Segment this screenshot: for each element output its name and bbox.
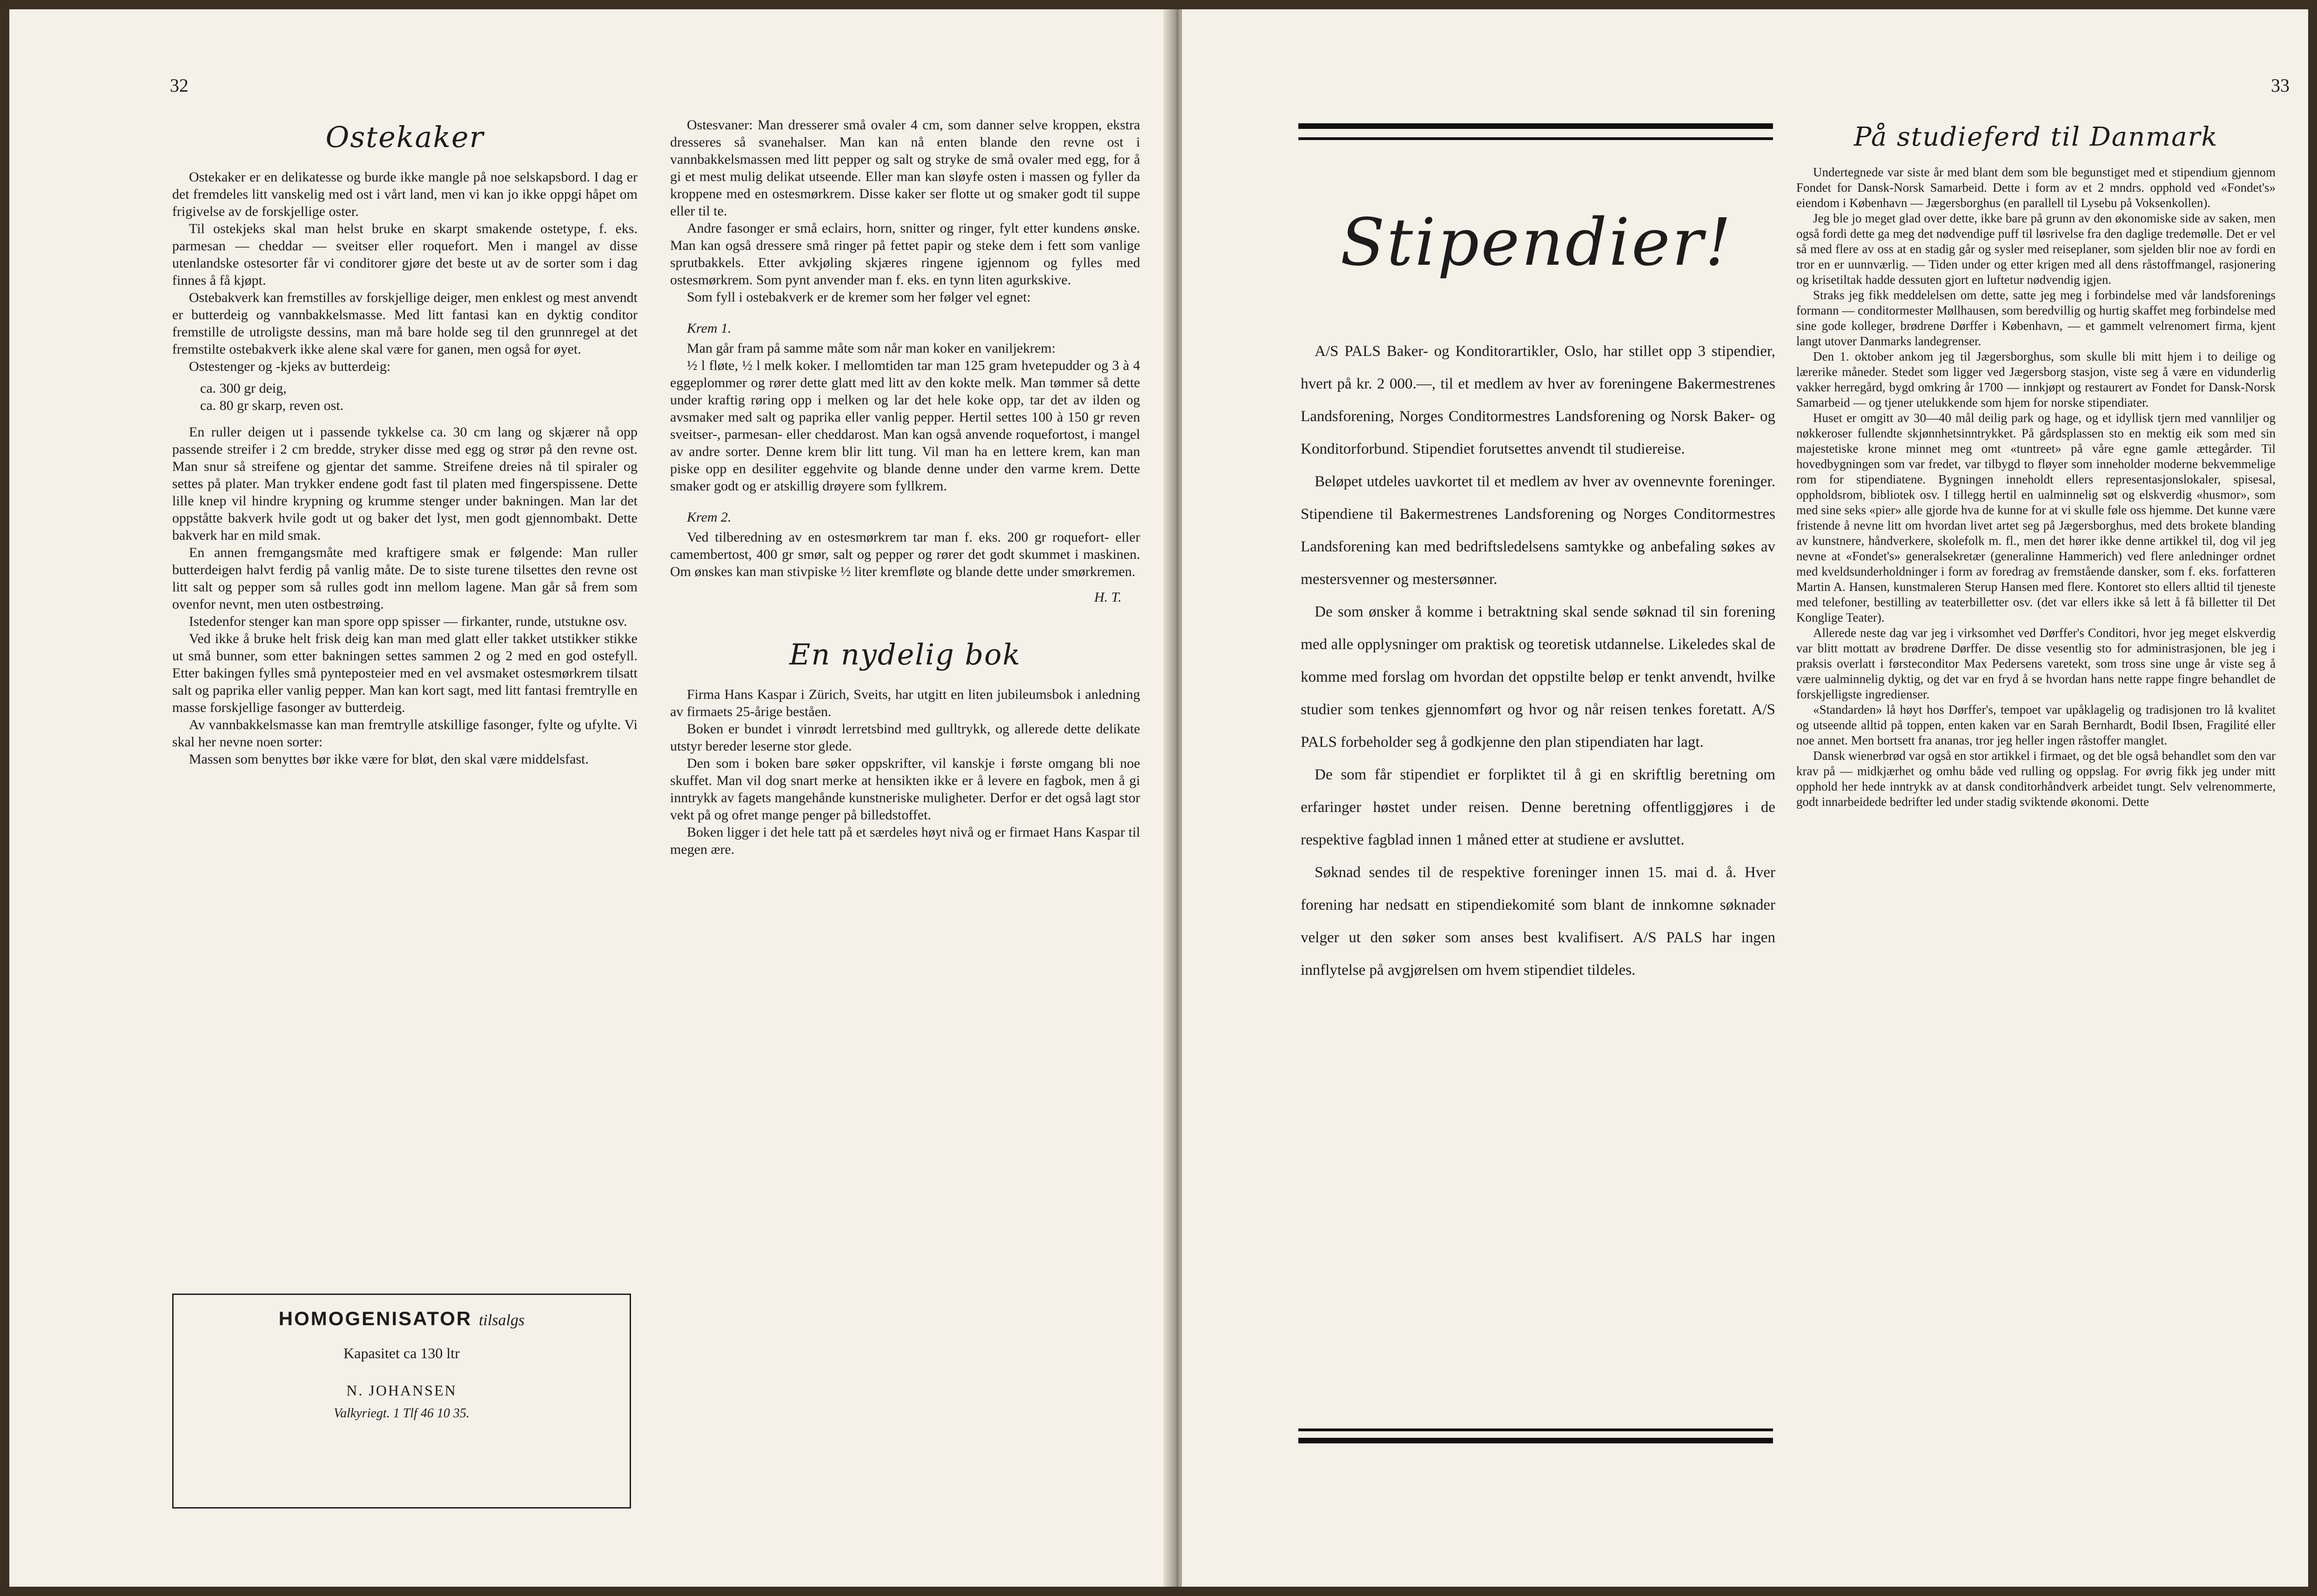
top-rule-thin xyxy=(1298,137,1773,140)
homogenisator-ad xyxy=(172,1294,631,1509)
signature: H. T. xyxy=(1094,590,1122,605)
paragraph: Massen som benyttes bør ikke være for bløt, den skal være middelsfast. xyxy=(189,751,589,767)
ostekaker-continued xyxy=(670,116,1140,858)
krem-2-title: Krem 2. xyxy=(687,510,732,525)
paragraph: Til ostekjeks skal man helst bruke en skarpt smakende ostetype, f. eks. parmesan — cheddar — sveitser eller roquefort. Men i mangel av disse utenlandske ostesorter får vi conditorer gjøre det beste ut av de sorter som i dag finnes å få kjøpt. xyxy=(172,221,638,288)
paragraph: «Standarden» lå høyt hos Dørffer's, tempoet var upåklagelig og tradisjonen tro lå kvalitet og utseende alltid på toppen, enten kaken var en Sarah Bernhardt, Bodil Ibsen, Fragilité eller noe annet. Men bortsett fra ananas, tror jeg heller ingen råstoffer manglet. xyxy=(1796,703,2276,747)
paragraph: Man går fram på samme måte som når man koker en vaniljekrem: xyxy=(687,341,1056,356)
paragraph: Istedenfor stenger kan man spore opp spisser — firkanter, runde, utstukne osv. xyxy=(189,614,627,629)
paragraph: Ostekaker er en delikatesse og burde ikke mangle på noe selskapsbord. I dag er det fremdeles litt vanskelig med ost i vårt land, men vi kan jo ikke oppgi håpet om frigivelse av de forskjellige oster. xyxy=(172,169,638,219)
ad-capacity: Kapasitet ca 130 ltr xyxy=(343,1345,460,1361)
paragraph: Ved tilberedning av en ostesmørkrem tar man f. eks. 200 gr roquefort- eller camembertost, 400 gr smør, salt og pepper og rører det godt skummet i maskinen. Om ønskes kan man stivpiske ½ liter kremfløte og blande dette under smørkremen. xyxy=(670,530,1140,579)
paragraph: Ostestenger og -kjeks av butterdeig: xyxy=(189,359,391,374)
left-page xyxy=(9,9,1173,1587)
stipendier-heading: Stipendier! xyxy=(1340,205,1733,281)
paragraph: Av vannbakkelsmasse kan man fremtrylle atskillige fasonger, fylte og ufylte. Vi skal her nevne noen sorter: xyxy=(172,717,638,750)
ad-title: HOMOGENISATOR tilsalgs xyxy=(278,1308,525,1329)
paragraph: Undertegnede var siste år med blant dem som ble begunstiget med et stipendium gjennom Fondet for Dansk-Norsk Samarbeid. Dette i form av et 2 mndrs. opphold ved «Fondet's» eiendom i København — Jægersborghus (en parallell til Lysebu på Voksenkollen). xyxy=(1796,165,2276,210)
stipendier-article xyxy=(1301,335,1775,986)
paragraph: Beløpet utdeles uavkortet til et medlem av hver av ovennevnte foreninger. Stipendiene til Bakermestrenes Landsforening og Norges Conditormestres Landsforening kan med bedriftsledelsens samtykke og anbefaling søkes av mestersvenner og mestersønner. xyxy=(1301,473,1775,588)
paragraph: Huset er omgitt av 30—40 mål deilig park og hage, og et idyllisk tjern med vannliljer og nøkkeroser fullendte skjønnhetsinntrykket. På gårdsplassen sto en mektig eik som med sin majestetiske krone minnet meg omt «tuntreet» på våre egne gamle ættegårder. Til hovedbygningen som var fredet, var tilbygd to fløyer som inneholder moderne bekvemmelige rom for stipendiatene. Bygningen inneholdt ellers representasjonslokaler, spisesal, oppholdsrom, bibliotek osv. I tillegg hertil en ualminnelig søt og elskverdig «husmor», som med sine seks «pier» alle gjorde hva de kunne for at vi skulle føle oss hjemme. Det kunne være fristende å nevne litt om hvordan livet artet seg på Jægersborghus, med dets brokete blanding av kunstnere, håndverkere, skolefolk m. fl., men det hører ikke denne artikkel til, dog vil jeg nevne at «Fondet's» generalsekretær (generalinne Hammerich) ved flere anledninger ordnet med kveldsunderholdninger i form av foredrag av fremstående dansker, som f. eks. forfatteren Martin A. Hansen, kunstmaleren Sterup Hansen med flere. Kontoret sto ellers alltid til tjeneste med telefoner, bestilling av teaterbilletter osv. (det var ellers ikke så lett å få billetter til Det Konglige Teater). xyxy=(1796,411,2276,624)
recipe-line: ca. 300 gr deig, xyxy=(200,381,287,396)
paragraph: En ruller deigen ut i passende tykkelse ca. 30 cm lang og skjærer nå opp passende streifer i 2 cm bredde, stryker disse med egg og strør på den revne ost. Man snur så streifene og gjentar det samme. Streifene dreies nå til spiraler og settes på plater. Man trykker endene godt fast til platen med fingerspissene. Dette lille knep vil hindre krypning og krumme stenger under bakningen. Man lar det oppståtte bakverk hvile godt ut og baker det lyst, men godt gjennombakt. Dette bakverk har en mild smak. xyxy=(172,424,638,543)
paragraph: Den 1. oktober ankom jeg til Jægersborghus, som skulle bli mitt hjem i to deilige og lærerike måneder. Stedet som ligger ved Jægersborg stasjon, viste seg å være en vidunderlig vakker herregård, bygd omkring år 1700 — innkjøpt og restaurert av Fondet for Dansk-Norsk Samarbeid — og tjener utelukkende som hjem for norske stipendiater. xyxy=(1796,349,2276,409)
paragraph: Allerede neste dag var jeg i virksomhet ved Dørffer's Conditori, hvor jeg meget elskverdig var blitt mottatt av brødrene Dørffer. De disse vesentlig sto for administrasjonen, ble jeg i praksis overlatt i førsteconditor Max Pedersens varetekt, som tross sine unge år viste seg å være ualminnelig dyktig, og det var en fryd å se hvordan hans nette rappe fingre behandlet de forskjelligste ingredienser. xyxy=(1796,626,2276,701)
bok-heading: En nydelig bok xyxy=(789,637,1021,671)
paragraph: A/S PALS Baker- og Konditorartikler, Oslo, har stillet opp 3 stipendier, hvert på kr. 2 000.—, til et medlem av hver av foreningene Bakermestrenes Landsforening, Norges Conditormestres Landsforening og Norsk Baker- og Konditorforbund. Stipendiet forutsettes anvendt til studiereise. xyxy=(1301,343,1775,457)
bottom-rule xyxy=(1298,1438,1773,1443)
paragraph: Dansk wienerbrød var også en stor artikkel i firmaet, og det ble også behandlet som den var krav på — midkjærhet og omhu både ved rulling og oppslag. For øvrig fikk jeg under mitt opphold her hede inntrykk av at dansk conditorhåndverk arbeidet tungt. Selv velrenommerte, godt innarbeidede bedrifter led under stadig sviktende økonomi. Dette xyxy=(1796,749,2276,809)
paragraph: Boken ligger i det hele tatt på et særdeles høyt nivå og er firmaet Hans Kaspar til megen ære. xyxy=(670,825,1140,857)
paragraph: De som får stipendiet er forpliktet til å gi en skriftlig beretning om erfaringer høstet under reisen. Denne beretning offentliggjøres i de respektive fagblad innen 1 måned etter at studiene er avsluttet. xyxy=(1301,766,1775,848)
danmark-heading: På studieferd til Danmark xyxy=(1854,122,2218,152)
krem-1-title: Krem 1. xyxy=(687,321,732,336)
paragraph: Andre fasonger er små eclairs, horn, snitter og ringer, fylt etter kundens ønske. Man kan også dressere små ringer på fettet papir og steke dem i fett som vanlige sprutbakkels. Etter avkjøling skjæres ringene igjennom og fylles med ostesmørkrem. Som pynt anvender man f. eks. en tynn liten agurkskive. xyxy=(670,221,1140,288)
bottom-rule-thin xyxy=(1298,1428,1773,1431)
paragraph: Ved ikke å bruke helt frisk deig kan man med glatt eller takket utstikker stikke ut små bunner, som etter bakningen settes sammen 2 og 2 med en god ostefyll. Etter bakingen fylles små pynteposteier med en vel avsmaket ostesmørkrem tilsatt salt og paprika eller vanlig pepper. Man kan kort sagt, med litt fantasi fremtrylle en masse forskjellige fasonger av butterdeig. xyxy=(172,631,638,715)
ostekaker-article xyxy=(172,116,638,768)
paragraph: De som ønsker å komme i betraktning skal sende søknad til sin forening med alle opplysninger om praktisk og teoretisk utdannelse. Likeledes skal de komme med forslag om hvordan det oppstilte beløp er tenkt anvendt, hvilke studier som tenkes gjennomført og hvor og når reisen tenkes foretatt. A/S PALS forbeholder seg å godkjenne den plan stipendiaten har lagt. xyxy=(1301,604,1775,751)
ad-address: Valkyriegt. 1 Tlf 46 10 35. xyxy=(334,1406,470,1421)
right-page xyxy=(1182,9,2308,1587)
paragraph: ½ l fløte, ½ l melk koker. I mellomtiden tar man 125 gram hvetepudder og 3 à 4 eggeplommer og rører dette glatt med litt av den kokte melk. Man tømmer så dette under kraftig røring opp i melken og lar det hele koke opp, tar det av ilden og avsmaker med salt og paprika eller vanlig pepper. Hertil settes 100 à 150 gr reven sveitser-, parmesan- eller cheddarost. Man kan også anvende roquefortost, i mangel av andre sorter. Denne krem blir litt tung. Vil man ha en lettere krem, kan man piske opp en desiliter eggehvite og blande denne under den varme krem. Dette smaker godt og er atskillig drøyere som fyllkrem. xyxy=(670,358,1140,494)
paragraph: Ostesvaner: Man dresserer små ovaler 4 cm, som danner selve kroppen, ekstra dresseres så svanehalser. Man kan nå enten blande den revne ost i vannbakkelsmassen med litt pepper og salt og stryke de små ovaler med egg, for å gi et mest mulig delikat utseende. Eller man kan sløyfe osten i massen og fyller da kroppene med en ostesmørkrem. Disse kaker ser flotte ut og smaker godt til suppe eller til te. xyxy=(670,117,1140,219)
paragraph: Straks jeg fikk meddelelsen om dette, satte jeg meg i forbindelse med vår landsforenings formann — conditormester Møllhausen, som beredvillig og hurtig skaffet meg forbindelse med sine gode kolleger, brødrene Dørffer i København, — et gammelt velrenomert firma, kjent langt utover Danmarks landegrenser. xyxy=(1796,288,2276,348)
page-number-right: 33 xyxy=(2271,75,2290,96)
paragraph: Ostebakverk kan fremstilles av forskjellige deiger, men enklest og mest anvendt er butterdeig og vannbakkelsmasse. Med litt fantasi kan en dyktig conditor fremstille de utroligste dessins, man må bare holde seg til den grunnregel at det fremstilte ostebakverk ikke alene skal være for ganen, men også for øyet. xyxy=(172,290,638,357)
ostekaker-heading: Ostekaker xyxy=(325,120,484,154)
paragraph: Den som i boken bare søker oppskrifter, vil kanskje i første omgang bli noe skuffet. Man vil dog snart merke at hensikten ikke er å levere en fagbok, men å gi inntrykk av fagets mangehånde kunstneriske muligheter. Derfor er det også lagt stor vekt på og ofret mange penger på billedstoffet. xyxy=(670,756,1140,823)
top-rule xyxy=(1298,123,1773,129)
ad-seller: N. JOHANSEN xyxy=(346,1382,457,1399)
paragraph: En annen fremgangsmåte med kraftigere smak er følgende: Man ruller butterdeigen halvt ferdig på vanlig måte. De to siste turene tilsettes den revne ost litt salt og pepper som så rulles godt inn mellom lagene. Man går så frem som ovenfor nevnt, men uten ostbestrøing. xyxy=(172,545,638,612)
paragraph: Jeg ble jo meget glad over dette, ikke bare på grunn av den økonomiske side av saken, men også fordi dette ga meg det nødvendige puff til løsrivelse fra den daglige tredemølle. Det er vel så med flere av oss at en stadig går og sysler med reiseplaner, som sjelden blir noe av fordi en tror en er uunnværlig. — Tiden under og etter krigen med all dens råstoffmangel, rasjonering og krisetiltak hadde dessuten gjort en luftetur nødvendig igjen. xyxy=(1796,211,2276,287)
recipe-line: ca. 80 gr skarp, reven ost. xyxy=(200,398,344,413)
page-number-left: 32 xyxy=(170,75,188,96)
danmark-article xyxy=(1796,116,2276,810)
paragraph: Boken er bundet i vinrødt lerretsbind med gulltrykk, og allerede dette delikate utstyr bereder leserne stor glede. xyxy=(670,721,1140,754)
paragraph: Søknad sendes til de respektive foreninger innen 15. mai d. å. Hver forening har nedsatt en stipendiekomité som blant de innkomne søknader velger ut den søker som anses best kvalifisert. A/S PALS har ingen innflytelse på avgjørelsen om hvem stipendiet tildeles. xyxy=(1301,864,1775,979)
paragraph: Som fyll i ostebakverk er de kremer som her følger vel egnet: xyxy=(687,289,1031,305)
paragraph: Firma Hans Kaspar i Zürich, Sveits, har utgitt en liten jubileumsbok i anledning av firmaets 25-årige beståen. xyxy=(670,687,1140,719)
